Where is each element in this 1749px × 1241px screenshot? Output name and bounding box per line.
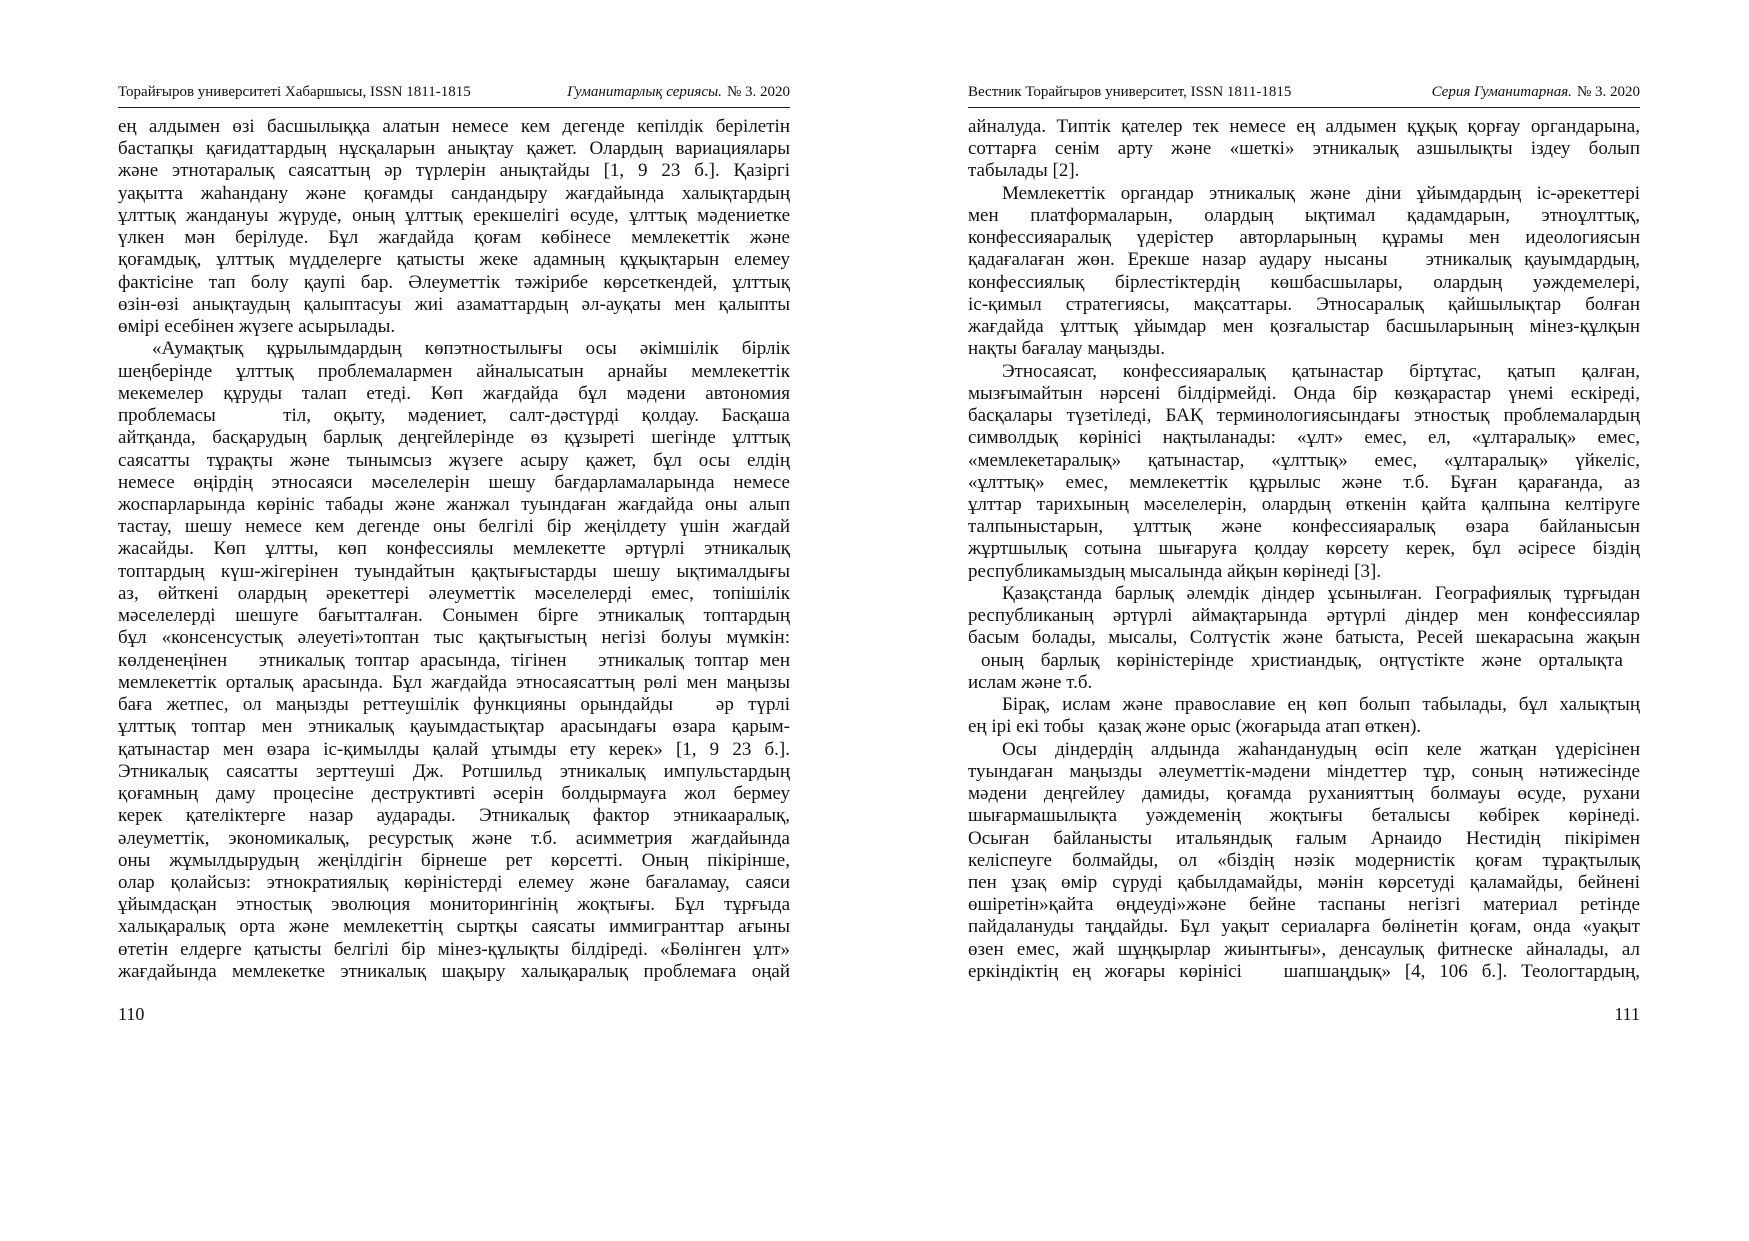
text-line: жағдайда ұлттық ұйымдар мен қозғалыстар басшыларының мінез-құлқын xyxy=(968,316,1640,338)
text-line: оны жұмылдырудың жеңілдігін бірнеше рет көрсетті. Оның пікірінше, xyxy=(118,849,790,871)
text-line: ұйымдасқан этностық эволюция мониторингінің жоқтығы. Бұл тұрғыда xyxy=(118,894,790,916)
text-line: Осы діндердің алдында жаһанданудың өсіп келе жатқан үдерісінен xyxy=(1002,738,1640,760)
text-line: бастапқы қағидаттардың нұсқаларын анықтау қажет. Олардың вариациялары xyxy=(118,138,790,160)
header-rule xyxy=(968,107,1640,108)
text-line: мемлекеттік орталық арасында. Бұл жағдайда этносаясаттың рөлі мен маңызы xyxy=(118,671,790,693)
text-line: айтқанда, басқарудың барлық деңгейлерінде өз құзыреті шегінде ұлттық xyxy=(118,427,790,449)
running-header-series-issue xyxy=(567,82,790,102)
text-line: өзін-өзі анықтаудың қалыптасуы жиі азаматтардың әл-ауқаты мен қалыпты xyxy=(118,293,790,315)
text-line: халықаралық орта және мемлекеттің сыртқы саясаты иммигранттар ағыны xyxy=(118,916,790,938)
text-line: қатынастар мен өзара іс-қимылды қалай ұтымды ету керек» [1, 9 23 б.]. xyxy=(118,738,790,760)
left-page xyxy=(118,0,790,1241)
text-line: туындаған маңызды әлеуметтік-мәдени міндеттер тұр, соның нәтижесінде xyxy=(968,760,1640,782)
text-line: Бірақ, ислам және православие ең көп болып табылады, бұл халықтың xyxy=(1002,694,1640,716)
text-line: табылады [2]. xyxy=(968,160,1080,182)
text-line: республикамыздың мысалында айқын көрінеді [3]. xyxy=(968,560,1382,582)
text-line: мәселелерді шешуге бағытталған. Сонымен бірге этникалық топтардың xyxy=(118,605,790,627)
page-number: 110 xyxy=(118,1004,145,1024)
text-line: шығармашылықта уәждеменің жоқтығы беталысы көбірек көрінеді. xyxy=(968,805,1640,827)
text-line: нақты бағалау маңызды. xyxy=(968,338,1165,360)
text-line: жағдайында мемлекетке этникалық шақыру халықаралық проблемаға оңай xyxy=(118,960,790,982)
text-line: өшіретін»қайта өңдеуді»және бейне таспаны негізгі материал ретінде xyxy=(968,894,1640,916)
text-line: талпыныстарын, ұлттық және конфессияаралық өзара байланысын xyxy=(968,516,1640,538)
text-line: жасайды. Көп ұлтты, көп конфессиялы мемлекетте әртүрлі этникалық xyxy=(118,538,790,560)
text-line: ең алдымен өзі басшылыққа алатын немесе кем дегенде кепілдік берілетін xyxy=(118,116,790,137)
text-line: ұлттық топтар мен этникалық қауымдастықтар арасындағы өзара қарым- xyxy=(118,716,790,738)
text-line: мен платформаларын, олардың ықтимал қадамдарын, этноұлттық, xyxy=(968,204,1640,226)
text-line: қоғамның даму процесіне деструктивті әсерін болдырмауға жол бермеу xyxy=(118,783,790,805)
text-line: айналуда. Типтік қателер тек немесе ең алдымен құқық қорғау органдарына, xyxy=(968,116,1640,137)
text-line: ең ірі екі тобы қазақ және орыс (жоғарыда атап өткен). xyxy=(968,716,1422,738)
text-line: Этникалық саясатты зерттеуші Дж. Ротшильд этникалық импульстардың xyxy=(118,760,790,782)
text-line: еркіндіктің ең жоғары көрінісі шапшаңдық» [4, 106 б.]. Теологтардың, xyxy=(968,960,1640,982)
text-line: Мемлекеттік органдар этникалық және діни ұйымдардың іс-әрекеттері xyxy=(1002,182,1640,204)
text-line: қадағалаған жөн. Ерекше назар аудару нысаны этникалық қауымдардың, xyxy=(968,249,1640,271)
text-line: республиканың әртүрлі аймақтарында әртүрлі діндер мен конфессиялар xyxy=(968,605,1640,627)
text-line: топтардың күш-жігерінен туындайтын қақтығыстарды шешу ықтималдығы xyxy=(118,560,790,582)
running-header-journal: Торайғыров университеті Хабаршысы, ISSN 1811-1815 xyxy=(118,84,471,100)
text-line: уақытта жаһандану және қоғамды сандандыру жағдайында халықтардың xyxy=(118,182,790,204)
text-line: символдық көрінісі нақтыланады: «ұлт» емес, ел, «ұлтаралық» емес, xyxy=(968,427,1640,449)
text-line: Этносаясат, конфессияаралық қатынастар біртұтас, қатып қалған, xyxy=(1002,360,1640,382)
text-line: мызғымайтын нәрсені білдірмейді. Онда бір көзқарастар үнемі ескіреді, xyxy=(968,382,1640,404)
running-header-series-issue xyxy=(1432,82,1640,102)
text-line: Осыған байланысты итальяндық ғалым Арнаидо Нестидің пікірімен xyxy=(968,827,1640,849)
text-line: пен ұзақ өмір сүруді қабылдамайды, мәнін көрсетуді қаламайды, бейнені xyxy=(968,871,1640,893)
text-line: конфессияаралық үдерістер авторларының құрамы мен идеологиясын xyxy=(968,227,1640,249)
text-line: мекемелер құруды талап етеді. Көп жағдайда бұл мәдени автономия xyxy=(118,382,790,404)
text-line: баға жетпес, ол маңызды реттеушілік функцияны орындайды әр түрлі xyxy=(118,694,790,716)
running-header-series: Гуманитарлық сериясы. xyxy=(567,84,722,100)
text-line: іс-қимыл стратегиясы, мақсаттары. Этносаралық қайшылықтар болған xyxy=(968,293,1640,315)
text-line: «ұлттық» емес, мемлекеттік құрылыс және т.б. Бұған қарағанда, аз xyxy=(968,471,1640,493)
text-line: олар қолайсыз: этнократиялық көріністерді елемеу және бағаламау, саяси xyxy=(118,871,790,893)
text-line: басқалары түзетіледі, БАҚ терминологиясындағы этностық проблемалардың xyxy=(968,405,1640,427)
text-line: жоспарларында көрініс табады және жанжал туындаған жағдайда оны алып xyxy=(118,493,790,515)
text-line: «мемлекетаралық» қатынастар, «ұлттық» емес, «ұлтаралық» үйкеліс, xyxy=(968,449,1640,471)
text-line: шеңберінде ұлттық проблемалармен айналысатын арнайы мемлекеттік xyxy=(118,360,790,382)
text-line: келіспеуге болмайды, ол «біздің нәзік модернистік қоғам тұрақтылық xyxy=(968,849,1640,871)
running-header-issue: № 3. 2020 xyxy=(1576,84,1640,100)
running-header-series: Серия Гуманитарная. xyxy=(1431,84,1572,100)
text-line: аз, өйткені олардың әрекеттері әлеуметтік мәселелерді емес, топішілік xyxy=(118,582,790,604)
text-line: өмірі есебінен жүзеге асырылады. xyxy=(118,316,396,338)
text-line: керек қателіктерге назар аударады. Этникалық фактор этникааралық, xyxy=(118,805,790,827)
running-header xyxy=(968,82,1640,102)
text-line: проблемасы тіл, оқыту, мәдениет, салт-дәстүрді қолдау. Басқаша xyxy=(118,405,790,427)
text-line: пайдалануды таңдайды. Бұл уақыт сериаларға бөлінетін қоғам, онда «уақыт xyxy=(968,916,1640,938)
text-line: ислам және т.б. xyxy=(968,671,1093,693)
right-page xyxy=(968,0,1640,1241)
page-body xyxy=(118,116,790,983)
text-line: әлеуметтік, экономикалық, ресурстық және т.б. асимметрия жағдайында xyxy=(118,827,790,849)
text-line: «Аумақтық құрылымдардың көпэтностылығы осы әкімшілік бірлік xyxy=(152,338,790,360)
text-line: соттарға сенім арту және «шеткі» этникалық азшылықты іздеу болып xyxy=(968,138,1640,160)
text-line: үлкен мән берілуде. Бұл жағдайда қоғам көбінесе мемлекеттік және xyxy=(118,227,790,249)
text-line: мәдени деңгейлеу дамиды, қоғамда руханияттың болмауы өсуде, рухани xyxy=(968,783,1640,805)
running-header-issue: № 3. 2020 xyxy=(726,84,790,100)
text-line: тастау, шешу немесе кем дегенде оны белгілі бір жеңілдету үшін жағдай xyxy=(118,516,790,538)
header-rule xyxy=(118,107,790,108)
text-line: бұл «консенсустық әлеуеті»топтан тыс қақтығыстың негізі болуы мүмкін: xyxy=(118,627,790,649)
text-line: ұлттар тарихының мәселелерін, олардың өткенін қайта қалпына келтіруге xyxy=(968,493,1640,515)
text-line: ұлттық жандануы жүруде, оның ұлттық ерекшелігі өсуде, ұлттық мәдениетке xyxy=(118,204,790,226)
text-line: және этнотаралық саясаттың әр түрлерін анықтайды [1, 9 23 б.]. Қазіргі xyxy=(118,160,790,182)
text-line: немесе өңірдің этносаяси мәселелерін шешу бағдарламаларында немесе xyxy=(118,471,790,493)
text-line: қоғамдық, ұлттық мүдделерге қатысты жеке адамның құқықтарын елемеу xyxy=(118,249,790,271)
text-line: өзен емес, жай шұңқырлар жиынтығы», денсаулық фитнеске айналады, ал xyxy=(968,938,1640,960)
text-line: басым болады, мысалы, Солтүстік және батыста, Ресей шекарасына жақын xyxy=(968,627,1640,649)
text-line: Қазақстанда барлық әлемдік діндер ұсынылған. Географиялық тұрғыдан xyxy=(1002,582,1640,604)
running-header-journal: Вестник Торайгыров университет, ISSN 1811-1815 xyxy=(968,84,1292,100)
text-line: өтетін елдерге қатысты белгілі бір мінез-құлықты білдіреді. «Бөлінген ұлт» xyxy=(118,938,790,960)
text-line: конфессиялық бірлестіктердің көшбасшылары, олардың уәждемелері, xyxy=(968,271,1640,293)
text-line: фактісіне тап болу қаупі бар. Әлеуметтік тәжірибе көрсеткендей, ұлттық xyxy=(118,271,790,293)
running-header xyxy=(118,82,790,102)
text-line: оның барлық көріністерінде христиандық, оңтүстікте және орталықта xyxy=(981,649,1623,671)
page-body xyxy=(968,116,1640,983)
text-line: көлденеңінен этникалық топтар арасында, тігінен этникалық топтар мен xyxy=(118,649,790,671)
text-line: саясатты тұрақты және тынымсыз жүзеге асыру қажет, бұл осы елдің xyxy=(118,449,790,471)
text-line: жұртшылық сотына шығаруға қолдау көрсету керек, бұл әсіресе біздің xyxy=(968,538,1640,560)
page-number: 111 xyxy=(1614,1004,1640,1024)
